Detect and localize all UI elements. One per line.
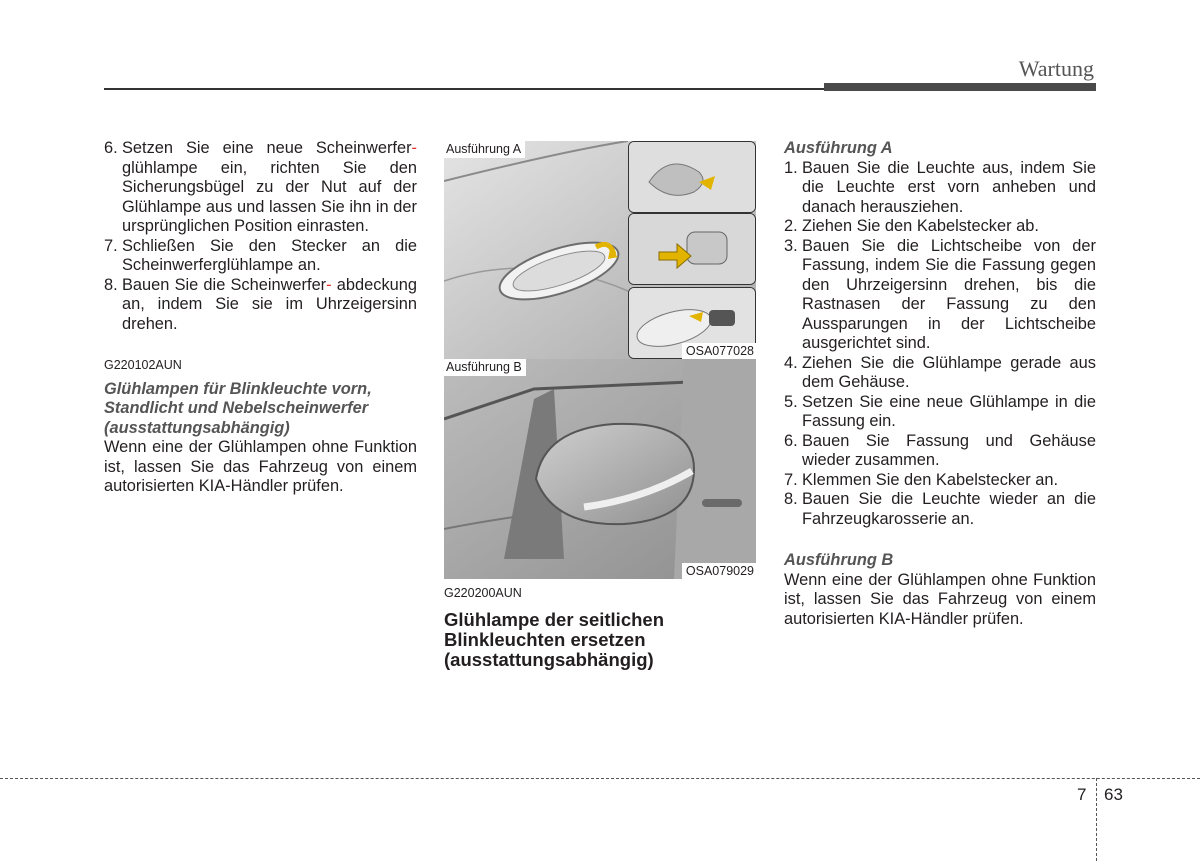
list-item: [784, 354, 1096, 393]
step-text: Ziehen Sie den Kabelstecker ab.: [802, 217, 1039, 235]
footer-vertical-divider: [1096, 778, 1097, 861]
step-text: Ziehen Sie die Glühlampe gerade aus dem Gehäuse.: [802, 353, 1096, 391]
list-item: [104, 276, 417, 335]
section-code: G220200AUN: [444, 586, 522, 600]
figure-code: OSA077028: [682, 343, 756, 359]
body-paragraph: Wenn eine der Glühlampen ohne Funktion ist, lassen Sie das Fahrzeug von einem autorisierten KIA-Händler prüfen.: [104, 438, 417, 495]
header-bar: [824, 83, 1096, 91]
step-text-continued: glühlampe ein, richten Sie den Sicherungsbügel zu der Nut auf der Glühlampe aus und lassen Sie ihn in der ursprünglichen Position einrasten.: [122, 158, 417, 235]
step-text: Klemmen Sie den Kabelstecker an.: [802, 470, 1059, 489]
section-code: G220102AUN: [104, 358, 182, 372]
left-step-list: [104, 139, 417, 334]
step-text: Bauen Sie die Leuchte wieder an die Fahrzeugkarosserie an.: [802, 490, 1096, 528]
variant-a-heading: Ausführung A: [784, 139, 893, 157]
step-text: Bauen Sie die Lichtscheibe von der Fassung, indem Sie die Fassung gegen den Uhrzeigersinn drehen, bis die Rastnasen der Fassung zu den Aussparungen in der Lichtscheibe ausgerichtet sind.: [802, 236, 1096, 352]
step-number: 8.: [784, 490, 798, 508]
list-item: [784, 217, 1096, 237]
section-title: Wartung: [1018, 56, 1094, 81]
step-hyphen: -: [411, 139, 417, 157]
side-mirror-illustration: [444, 359, 756, 579]
right-column: [784, 139, 1096, 629]
footer-divider: [0, 778, 1200, 779]
figure-code: OSA079029: [682, 563, 756, 579]
list-item: [784, 237, 1096, 354]
step-number: 7.: [784, 470, 798, 489]
step-text: Schließen Sie den Stecker an die Scheinwerferglühlampe an.: [122, 236, 417, 274]
section-heading: Glühlampe der seitlichen Blinkleuchten ersetzen (ausstattungsabhängig): [444, 608, 665, 670]
figure-variant-a: [444, 141, 756, 359]
figure-variant-b: [444, 359, 756, 579]
inset-step-1: [628, 141, 756, 213]
step-text-continued: abdeckung an, indem Sie sie im Uhrzeigersinn drehen.: [122, 275, 417, 333]
page-number: 63: [1104, 785, 1123, 804]
list-item: [784, 432, 1096, 471]
step-text: Bauen Sie die Scheinwerfer: [122, 275, 327, 294]
step-text: Bauen Sie Fassung und Gehäuse wieder zusammen.: [802, 431, 1096, 469]
list-item: [784, 471, 1096, 491]
step-number: 6.: [104, 139, 118, 157]
list-item: [784, 490, 1096, 529]
step-number: 4.: [784, 353, 798, 372]
step-number: 1.: [784, 158, 798, 177]
step-number: 3.: [784, 236, 798, 255]
list-item: [104, 139, 417, 237]
inset-step-2: [628, 213, 756, 285]
step-number: 5.: [784, 392, 798, 411]
step-number: 6.: [784, 431, 798, 450]
list-item: [784, 159, 1096, 218]
variant-b-heading: Ausführung B: [784, 551, 894, 569]
list-item: [784, 393, 1096, 432]
body-paragraph: Wenn eine der Glühlampen ohne Funktion ist, lassen Sie das Fahrzeug von einem autorisierten KIA-Händler prüfen.: [784, 570, 1096, 628]
chapter-number: 7: [1077, 785, 1087, 804]
left-column: [104, 139, 417, 497]
middle-section: [444, 584, 756, 670]
right-step-list: [784, 159, 1096, 530]
step-text: Setzen Sie eine neue Glühlampe in die Fassung ein.: [802, 392, 1096, 430]
step-text: Setzen Sie eine neue Scheinwerfer: [122, 139, 412, 157]
step-number: 2.: [784, 217, 798, 235]
step-hyphen: -: [326, 275, 332, 294]
figure-label: Ausführung B: [444, 359, 526, 376]
header-rule: [104, 88, 824, 90]
step-number: 7.: [104, 236, 118, 255]
step-number: 8.: [104, 275, 118, 294]
list-item: [104, 237, 417, 276]
figure-label: Ausführung A: [444, 141, 525, 158]
step-text: Bauen Sie die Leuchte aus, indem Sie die Leuchte erst vorn anheben und danach herausziehen.: [802, 158, 1096, 216]
subheading: Glühlampen für Blinkleuchte vorn, Standlicht und Nebelscheinwerfer (ausstattungsabhängig): [104, 379, 372, 437]
